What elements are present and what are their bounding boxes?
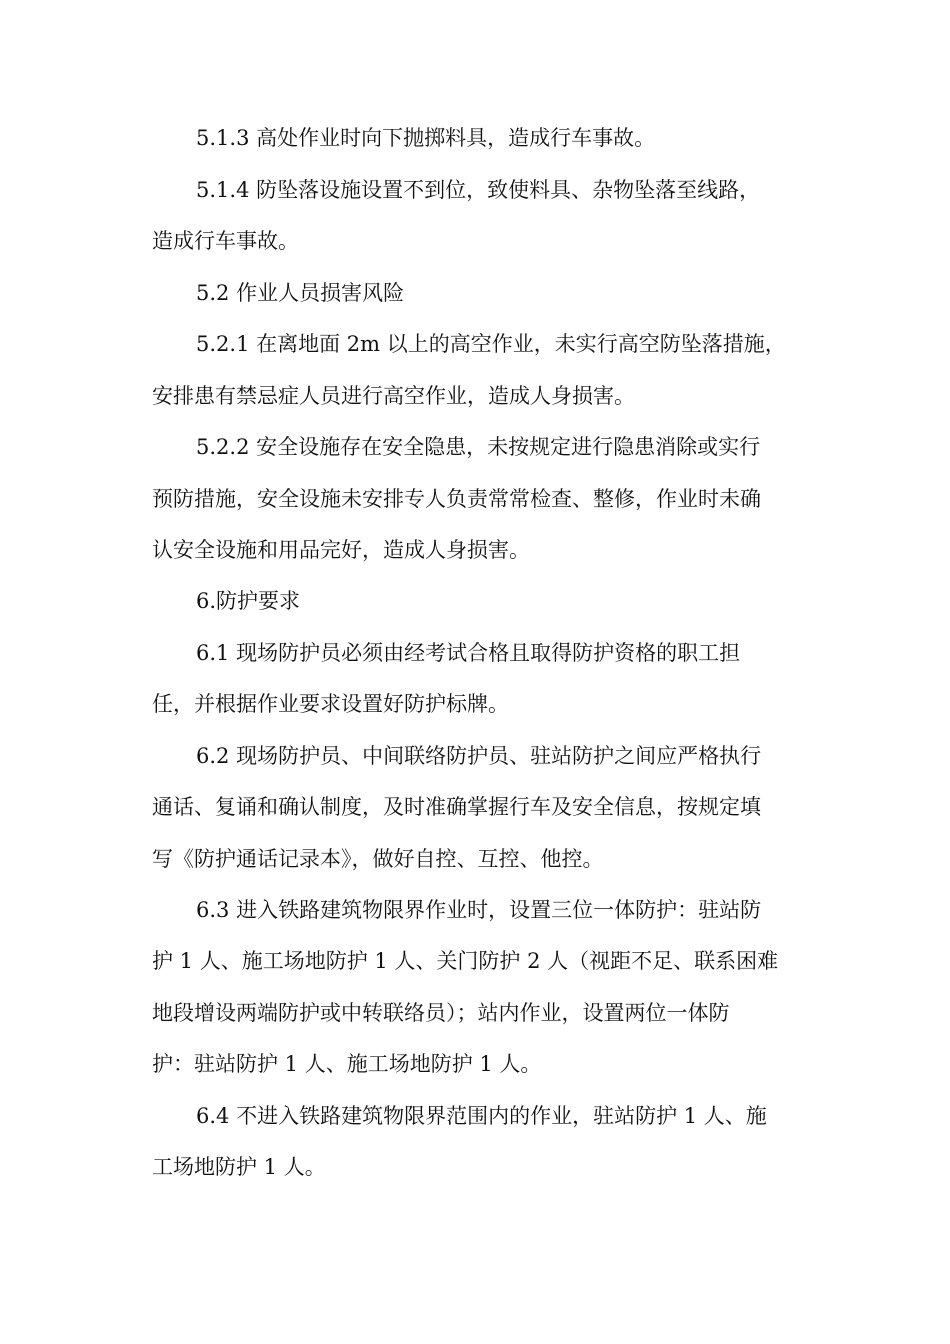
text-line-5-1-3: 5.1.3 高处作业时向下抛掷料具，造成行车事故。 — [196, 126, 656, 150]
text-line-6-3-cont3: 护：驻站防护 1 人、施工场地防护 1 人。 — [152, 1052, 542, 1076]
text-line-6-2-cont1: 通话、复诵和确认制度，及时准确掌握行车及安全信息，按规定填 — [152, 795, 761, 819]
section-heading-5-2: 5.2 作业人员损害风险 — [196, 281, 405, 305]
section-heading-6: 6.防护要求 — [196, 589, 301, 613]
text-line-6-4-cont: 工场地防护 1 人。 — [152, 1155, 326, 1179]
text-line-6-3: 6.3 进入铁路建筑物限界作业时，设置三位一体防护：驻站防 — [196, 898, 762, 922]
text-line-6-3-cont2: 地段增设两端防护或中转联络员）；站内作业，设置两位一体防 — [152, 1001, 730, 1025]
text-line-5-2-1: 5.2.1 在离地面 2m 以上的高空作业，未实行高空防坠落措施， — [196, 332, 786, 356]
text-line-5-2-1-cont: 安排患有禁忌症人员进行高空作业，造成人身损害。 — [152, 384, 635, 408]
text-line-6-2: 6.2 现场防护员、中间联络防护员、驻站防护之间应严格执行 — [196, 744, 762, 768]
text-line-5-2-2-cont1: 预防措施，安全设施未安排专人负责常常检查、整修，作业时未确 — [152, 487, 761, 511]
text-line-5-2-2-cont2: 认安全设施和用品完好，造成人身损害。 — [152, 538, 530, 562]
text-line-6-3-cont1: 护 1 人、施工场地防护 1 人、关门防护 2 人（视距不足、联系困难 — [152, 949, 779, 973]
text-line-6-4: 6.4 不进入铁路建筑物限界范围内的作业，驻站防护 1 人、施 — [196, 1104, 767, 1128]
text-line-5-1-4-cont: 造成行车事故。 — [152, 229, 299, 253]
text-line-5-1-4: 5.1.4 防坠落设施设置不到位，致使料具、杂物坠落至线路， — [196, 178, 761, 202]
text-line-6-1-cont: 任，并根据作业要求设置好防护标牌。 — [152, 692, 509, 716]
text-line-6-1: 6.1 现场防护员必须由经考试合格且取得防护资格的职工担 — [196, 641, 741, 665]
text-line-6-2-cont2: 写《防护通话记录本》，做好自控、互控、他控。 — [152, 847, 604, 871]
text-line-5-2-2: 5.2.2 安全设施存在安全隐患，未按规定进行隐患消除或实行 — [196, 435, 761, 459]
